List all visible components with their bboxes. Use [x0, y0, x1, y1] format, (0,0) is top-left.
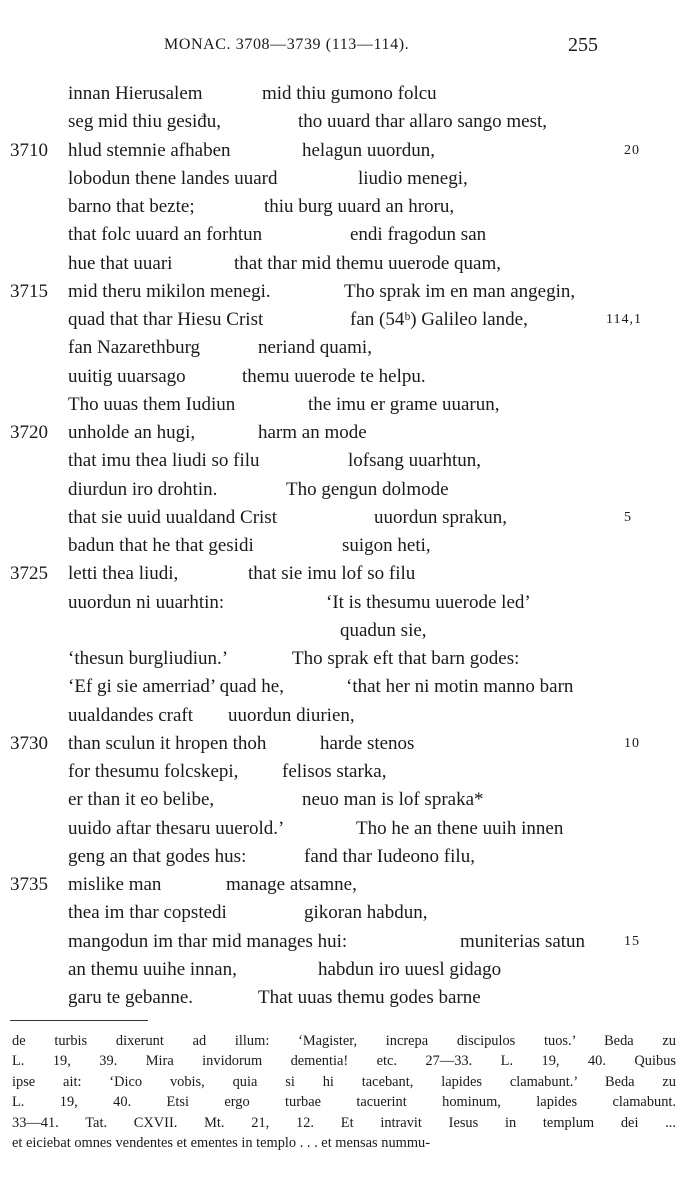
footnote-line: L. 19, 39. Mira invidorum dementia! etc. 27—33. L. 19, 40. Quibus [12, 1053, 676, 1070]
first-half-line: than sculun it hropen thoh [68, 732, 267, 754]
second-half-line: mid thiu gumono folcu [262, 83, 437, 104]
first-half-line: letti thea liudi, [68, 563, 179, 585]
first-half-line: that folc uuard an forhtun [68, 224, 263, 246]
verse-line [0, 617, 687, 645]
verse-line [0, 730, 687, 758]
second-half-line: thiu burg uuard an hroru, [264, 196, 455, 217]
first-half-line: that sie uuid uualdand Crist [68, 506, 277, 528]
verse-line [0, 447, 687, 475]
verse-line [0, 899, 687, 927]
verse-line [0, 306, 687, 334]
first-half-line: er than it eo belibe, [68, 789, 215, 811]
first-half-line: mid theru mikilon menegi. [68, 280, 271, 302]
second-half-line: uuordun sprakun, [374, 506, 507, 528]
verse-line [0, 278, 687, 306]
verse-line [0, 363, 687, 391]
verse-line [0, 843, 687, 871]
verse-line [0, 532, 687, 560]
verse-line [0, 476, 687, 504]
footnote-line: de turbis dixerunt ad illum: ‘Magister, increpa discipulos tuos.’ Beda zu [12, 1033, 676, 1049]
verse-line [0, 786, 687, 814]
first-half-line: Tho uuas them Iudiun [68, 393, 236, 415]
first-half-line: innan Hierusalem [68, 83, 203, 104]
verse-line [0, 928, 687, 956]
page-number: 255 [568, 34, 598, 56]
margin-reference: 114,1 [606, 312, 642, 327]
verse-line [0, 871, 687, 899]
second-half-line: lofsang uuarhtun, [348, 450, 481, 472]
page-header [0, 34, 687, 58]
first-half-line: seg mid thiu gesiđu, [68, 111, 222, 133]
second-half-line: liudio menegi, [358, 167, 468, 189]
footnote-line: L. 19, 40. Etsi ergo turbae tacuerint hominum, lapides clamabunt. [12, 1094, 676, 1111]
verse-line [0, 221, 687, 249]
footnote-line: et eiciebat omnes vendentes et ementes in templo . . . et mensas nummu- [12, 1135, 431, 1152]
first-half-line: garu te gebanne. [68, 987, 194, 1008]
second-half-line: the imu er grame uuarun, [308, 393, 500, 415]
verse-line [0, 108, 687, 136]
first-half-line: uuido aftar thesaru uuerold.’ [68, 817, 285, 839]
footnote-line: ipse ait: ‘Dico vobis, quia si hi tacebant, lapides clamabunt.’ Beda zu [12, 1073, 676, 1090]
first-half-line: quad that thar Hiesu Crist [68, 309, 264, 330]
line-number: 3735 [10, 874, 48, 895]
second-half-line: ‘It is thesumu uuerode led’ [326, 591, 531, 613]
second-half-line: manage atsamne, [226, 874, 357, 895]
second-half-line: uuordun diurien, [228, 704, 355, 726]
second-half-line: harm an mode [258, 422, 367, 443]
verse-line [0, 673, 687, 701]
verse-line [0, 137, 687, 165]
second-half-line: Tho he an thene uuih innen [356, 817, 564, 839]
margin-reference: 15 [624, 933, 640, 949]
first-half-line: uuitig uuarsago [68, 365, 186, 387]
running-title: MONAC. 3708—3739 (113—114). [164, 36, 410, 53]
second-half-line: Tho gengun dolmode [286, 478, 449, 500]
verse-line [0, 193, 687, 221]
footnote-divider [10, 1020, 148, 1021]
first-half-line: uualdandes craft [68, 704, 194, 726]
verse-line [0, 334, 687, 362]
first-half-line: lobodun thene landes uuard [68, 167, 278, 189]
first-half-line: badun that he that gesidi [68, 535, 254, 556]
footnotes [12, 1031, 676, 1153]
verse-line [0, 80, 687, 108]
first-half-line: ‘Ef gi sie amerriad’ quad he, [68, 676, 284, 698]
line-number: 3730 [10, 732, 48, 754]
second-half-line: endi fragodun san [350, 224, 487, 246]
verse-line [0, 589, 687, 617]
second-half-line: quadun sie, [340, 619, 427, 641]
second-half-line: fan (54ᵇ) Galileo lande, [350, 309, 528, 330]
verse-line [0, 419, 687, 447]
verse-line [0, 815, 687, 843]
footnote-line: 33—41. Tat. CXVII. Mt. 21, 12. Et intravit Iesus in templum dei ... [12, 1114, 676, 1131]
first-half-line: barno that bezte; [68, 196, 195, 217]
first-half-line: unholde an hugi, [68, 422, 196, 443]
second-half-line: that thar mid themu uuerode quam, [234, 252, 501, 274]
first-half-line: an themu uuihe innan, [68, 958, 237, 980]
verse-line [0, 645, 687, 673]
line-number: 3710 [10, 139, 48, 161]
margin-reference: 10 [624, 735, 640, 751]
second-half-line: gikoran habdun, [304, 902, 428, 924]
verse-line [0, 702, 687, 730]
second-half-line: fand thar Iudeono filu, [304, 845, 475, 867]
first-half-line: diurdun iro drohtin. [68, 478, 218, 500]
second-half-line: themu uuerode te helpu. [242, 365, 426, 387]
first-half-line: geng an that godes hus: [68, 845, 247, 867]
verse-line [0, 956, 687, 984]
line-number: 3720 [10, 422, 48, 443]
first-half-line: ‘thesun burgliudiun.’ [68, 648, 229, 669]
verse-line [0, 560, 687, 588]
verse-line [0, 165, 687, 193]
second-half-line: That uuas themu godes barne [258, 987, 481, 1008]
first-half-line: for thesumu folcskepi, [68, 761, 239, 782]
second-half-line: Tho sprak im en man angegin, [344, 280, 576, 302]
first-half-line: mangodun im thar mid manages hui: [68, 930, 348, 952]
second-half-line: muniterias satun [460, 930, 586, 952]
margin-reference: 20 [624, 142, 640, 158]
second-half-line: helagun uuordun, [302, 139, 435, 161]
verse-line [0, 758, 687, 786]
second-half-line: suigon heti, [342, 535, 431, 556]
first-half-line: that imu thea liudi so filu [68, 450, 260, 472]
second-half-line: neuo man is lof spraka* [302, 789, 484, 811]
second-half-line: tho uuard thar allaro sango mest, [298, 111, 548, 133]
line-number: 3715 [10, 280, 48, 302]
first-half-line: uuordun ni uuarhtin: [68, 591, 225, 613]
second-half-line: neriand quami, [258, 337, 372, 359]
first-half-line: hlud stemnie afhaben [68, 139, 231, 161]
margin-reference: 5 [624, 509, 632, 525]
line-number: 3725 [10, 563, 48, 585]
second-half-line: ‘that her ni motin manno barn [346, 676, 574, 698]
verse-line [0, 984, 687, 1012]
first-half-line: mislike man [68, 874, 162, 895]
second-half-line: harde stenos [320, 732, 415, 754]
first-half-line: fan Nazarethburg [68, 337, 201, 359]
verse-text [0, 80, 687, 1012]
first-half-line: hue that uuari [68, 252, 173, 274]
first-half-line: thea im thar copstedi [68, 902, 227, 924]
second-half-line: habdun iro uuesl gidago [318, 958, 502, 980]
second-half-line: felisos starka, [282, 761, 387, 782]
verse-line [0, 250, 687, 278]
verse-line [0, 504, 687, 532]
second-half-line: Tho sprak eft that barn godes: [292, 648, 520, 669]
verse-line [0, 391, 687, 419]
second-half-line: that sie imu lof so filu [248, 563, 416, 585]
